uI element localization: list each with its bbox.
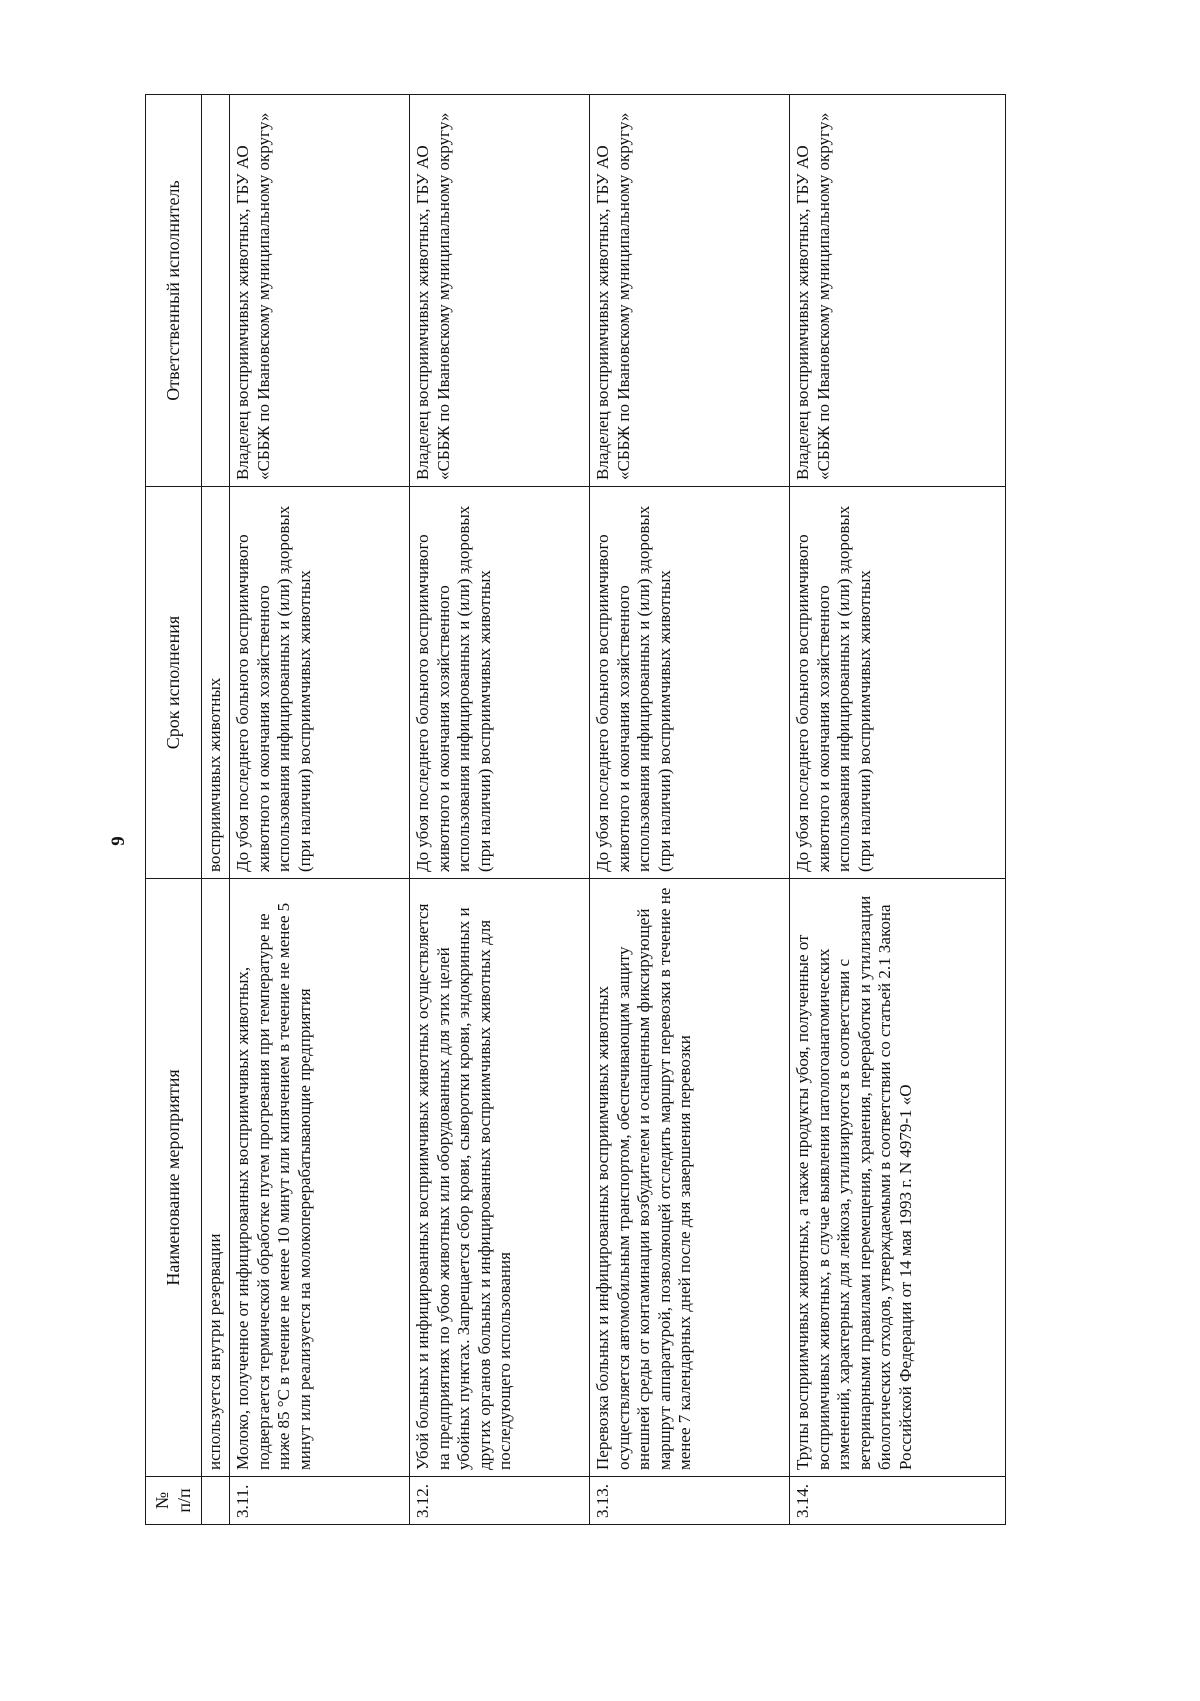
cell-num: 3.14. [790, 1477, 1006, 1525]
cell-term: восприимчивых животных [202, 487, 230, 879]
cell-responsible [202, 95, 230, 487]
cell-term: До убоя последнего больного восприимчивого животного и окончания хозяйственного использования инфицированных и (или) здоровых (при наличии) восприимчивых животных [230, 487, 410, 879]
table-row [410, 95, 590, 1525]
cell-responsible: Владелец восприимчивых животных, ГБУ АО «СББЖ по Ивановскому муниципальному округу» [590, 95, 790, 487]
cell-responsible: Владелец восприимчивых животных, ГБУ АО «СББЖ по Ивановскому муниципальному округу» [410, 95, 590, 487]
cell-num [202, 1477, 230, 1525]
table-row [230, 95, 410, 1525]
header-term: Срок исполнения [146, 487, 202, 879]
header-num: № п/п [146, 1477, 202, 1525]
cell-name: используется внутри резервации [202, 879, 230, 1477]
header-name: Наименование мероприятия [146, 879, 202, 1477]
cell-term: До убоя последнего больного восприимчивого животного и окончания хозяйственного использования инфицированных и (или) здоровых (при наличии) восприимчивых животных [410, 487, 590, 879]
table-row-continuation [202, 95, 230, 1525]
cell-num: 3.12. [410, 1477, 590, 1525]
cell-term: До убоя последнего больного восприимчивого животного и окончания хозяйственного использования инфицированных и (или) здоровых (при наличии) восприимчивых животных [590, 487, 790, 879]
cell-name: Убой больных и инфицированных восприимчивых животных осуществляется на предприятиях по убою животных или оборудованных для этих целей убойных пунктах. Запрещается сбор крови, сыворотки крови, эндокринных и других органов больных и инфицированных восприимчивых животных для последующего использования [410, 879, 590, 1477]
cell-num: 3.13. [590, 1477, 790, 1525]
cell-responsible: Владелец восприимчивых животных, ГБУ АО «СББЖ по Ивановскому муниципальному округу» [230, 95, 410, 487]
page-number: 9 [108, 836, 129, 846]
table-row [790, 95, 1006, 1525]
table-header-row [146, 95, 202, 1525]
header-responsible: Ответственный исполнитель [146, 95, 202, 487]
cell-num: 3.11. [230, 1477, 410, 1525]
cell-name: Трупы восприимчивых животных, а также продукты убоя, полученные от восприимчивых животных, в случае выявления патологоанатомических изменений, характерных для лейкоза, утилизируются в соответствии с ветеринарными правилами перемещения, хранения, переработки и утилизации биологических отходов, утверждаемыми в соответствии со статьей 2.1 Закона Российской Федерации от 14 мая 1993 г. N 4979-1 «О [790, 879, 1006, 1477]
cell-term: До убоя последнего больного восприимчивого животного и окончания хозяйственного использования инфицированных и (или) здоровых (при наличии) восприимчивых животных [790, 487, 1006, 879]
table-row [590, 95, 790, 1525]
cell-name: Перевозка больных и инфицированных восприимчивых животных осуществляется автомобильным транспортом, обеспечивающим защиту внешней среды от контаминации возбудителем и оснащенным фиксирующей маршрут аппаратурой, позволяющей отследить маршрут перевозки в течение не менее 7 календарных дней после дня завершения перевозки [590, 879, 790, 1477]
cell-name: Молоко, полученное от инфицированных восприимчивых животных, подвергается термической обработке путем прогревания при температуре не ниже 85 °С в течение не менее 10 минут или кипячением в течение не менее 5 минут или реализуется на молокоперерабатывающие предприятия [230, 879, 410, 1477]
cell-responsible: Владелец восприимчивых животных, ГБУ АО «СББЖ по Ивановскому муниципальному округу» [790, 95, 1006, 487]
measures-table-rotated [145, 95, 1005, 1525]
measures-table [145, 94, 1006, 1525]
